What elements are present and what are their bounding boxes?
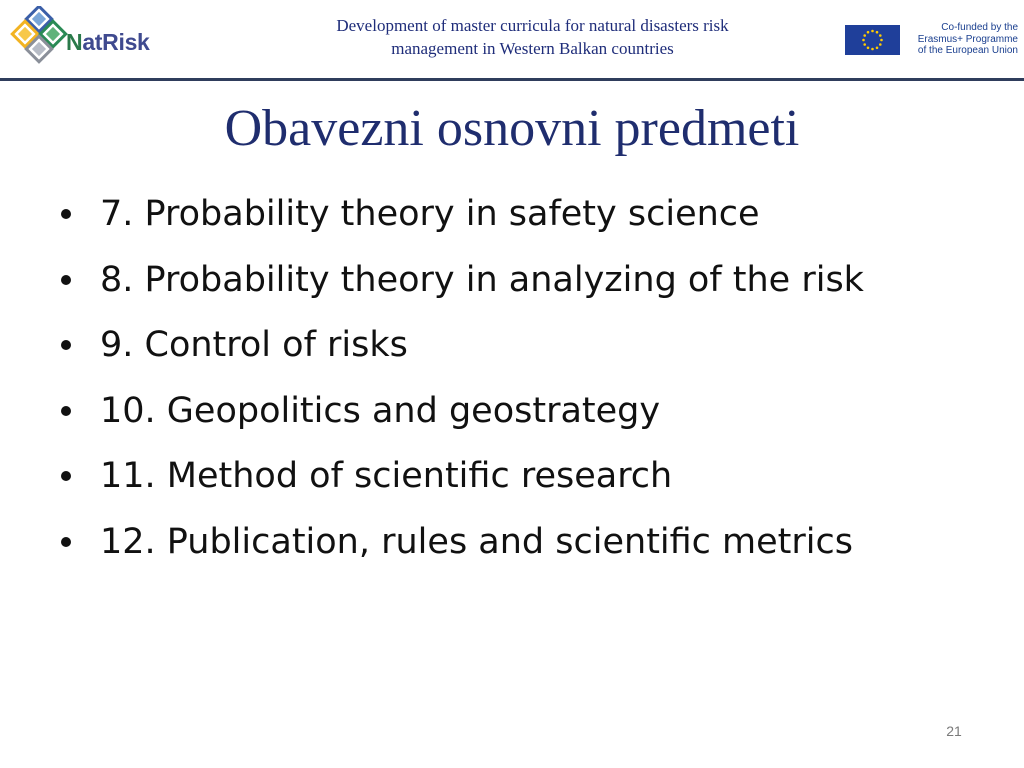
bullet-item: [58, 256, 864, 322]
bullet-dot-icon: [61, 471, 71, 481]
bullet-text: 12. Publication, rules and scientific metrics: [100, 521, 853, 562]
eu-flag-icon: [845, 25, 900, 55]
bullet-item: [58, 321, 864, 387]
bullet-dot-icon: [61, 275, 71, 285]
bullet-item: [58, 452, 864, 518]
project-title-line-2: management in Western Balkan countries: [391, 39, 674, 58]
bullet-dot-icon: [61, 537, 71, 547]
page-number: 21: [946, 723, 962, 739]
bullet-text: 8. Probability theory in analyzing of the risk: [100, 259, 864, 300]
bullet-dot-icon: [61, 340, 71, 350]
natrisk-logo-wordmark: NatRisk: [66, 29, 150, 55]
natrisk-logo: [8, 6, 168, 70]
bullet-item: [58, 190, 864, 256]
bullet-text: 9. Control of risks: [100, 325, 408, 365]
bullet-dot-icon: [61, 209, 71, 219]
project-title: [260, 14, 805, 60]
bullet-item: [58, 518, 864, 584]
project-title-line-1: Development of master curricula for natural disasters risk: [336, 16, 729, 35]
bullet-text: 11. Method of scientific research: [100, 456, 673, 496]
slide-header: [0, 0, 1024, 80]
eu-cofunded-label: Co-funded by the Erasmus+ Programme of the European Union: [917, 22, 1018, 56]
bullet-text: 10. Geopolitics and geostrategy: [100, 390, 661, 431]
bullet-list: [58, 190, 864, 583]
slide-title: Obavezni osnovni predmeti: [224, 100, 800, 157]
bullet-dot-icon: [61, 406, 71, 416]
bullet-item: [58, 387, 864, 453]
bullet-text: 7. Probability theory in safety science: [100, 194, 760, 234]
header-divider: [0, 78, 1024, 81]
